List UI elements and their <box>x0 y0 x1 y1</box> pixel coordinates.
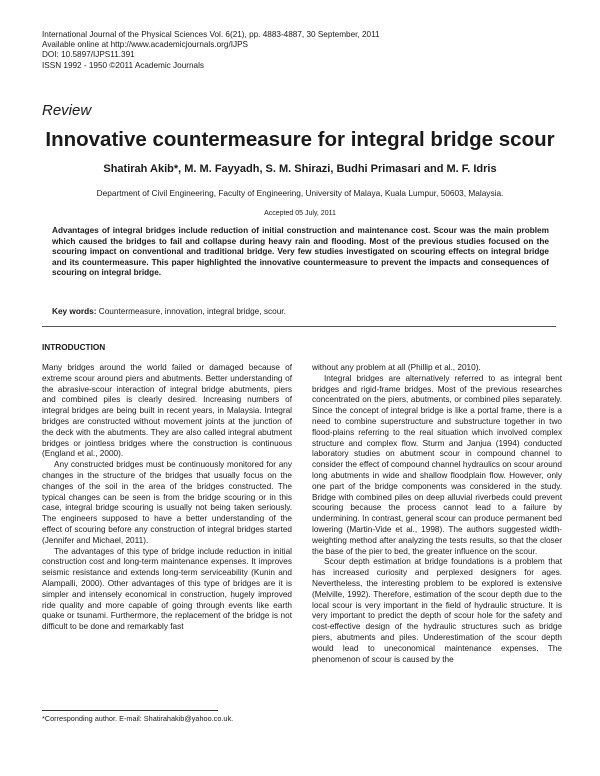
paragraph: without any problem at all (Phillip et al., 2010). <box>312 363 481 372</box>
keywords-text: Countermeasure, innovation, integral bridge, scour. <box>96 307 286 316</box>
issn: ISSN 1992 - 1950 ©2011 Academic Journals <box>42 60 204 70</box>
right-column <box>312 363 562 665</box>
journal-citation: International Journal of the Physical Sciences Vol. 6(21), pp. 4883-4887, 30 September, 2011 <box>42 30 380 39</box>
introduction-heading: INTRODUCTION <box>42 343 106 352</box>
paragraph: The advantages of this type of bridge include reduction in initial construction cost and long-term maintenance expenses. It improves seismic resistance and extends long-term serviceability (Kunin and Alampalli, 2000). Other advantages of this type of bridges are it is simpler and intensely economical in construction, hugely improved ride quality and more capable of going through events like earth quake or tsunami. Furthermore, the replacement of the bridge is not difficult to be done and remarkably fast <box>42 546 292 632</box>
abstract: Advantages of integral bridges include reduction of initial construction and maintenance cost. Scour was the main problem which caused the bridges to fail and collapse during heavy rain and flooding. Most of the previous studies focused on the scouring impact on conventional and traditional bridge. Very few studies investigated on scouring effects on integral bridge and its countermeasure. This paper highlighted the innovative countermeasure to prevent the impacts and consequences of scouring on integral bridge. <box>52 226 549 277</box>
affiliation: Department of Civil Engineering, Faculty of Engineering, University of Malaya, Kuala Lumpur, 50603, Malaysia. <box>96 188 504 198</box>
paper-title: Innovative countermeasure for integral bridge scour <box>45 128 555 151</box>
author-list: Shatirah Akib*, M. M. Fayyadh, S. M. Shirazi, Budhi Primasari and M. F. Idris <box>103 163 497 175</box>
corresponding-author-footnote: *Corresponding author. E-mail: Shatirahakib@yahoo.co.uk. <box>42 714 234 723</box>
journal-header <box>42 30 380 71</box>
footnote-divider <box>42 710 218 711</box>
accepted-date: Accepted 05 July, 2011 <box>264 210 336 217</box>
keywords-label: Key words: <box>52 307 97 316</box>
paragraph: Many bridges around the world failed or damaged because of extreme scour around piers and abutments. Better understanding of the abrasive-scour interaction of integral bridge abutments, piers and combined piles is clearly desired. Increasing numbers of integral bridges are being built in recent years, in Malaysia. Integral bridges are constructed without movement joints at the junction of the deck with the abutments. They are also called integral abutment bridges or jointless bridges where the construction is continuous (England et al., 2000). <box>42 363 292 459</box>
paragraph: Scour depth estimation at bridge foundations is a problem that has increased curiosity and perplexed designers for ages. Nevertheless, the interesting problem to be explored is extensive (Melville, 1992). Therefore, estimation of the scour depth due to the local scour is very important in the field of hydraulic structure. It is very important to predict the depth of scour hole for the safety and cost-effective design of the hydraulic structures such as bridge piers, abutments and piles. Underestimation of the scour depth would lead to uneconomical maintenance expenses. The phenomenon of scour is caused by the <box>312 557 562 664</box>
article-type: Review <box>42 102 92 119</box>
doi: DOI: 10.5897/IJPS11.391 <box>42 50 135 60</box>
section-divider <box>42 326 556 327</box>
paragraph: Any constructed bridges must be continuously monitored for any changes in the structure of the bridges that usually focus on the changes of the soil in the area of the bridges constructed. The typical changes can be seen is from the bridge scouring or in this case, integral bridge scouring is usually not being taken seriously. The engineers supposed to have a better understanding of the effect of scouring before any construction of integral bridges started (Jennifer and Michael, 2011). <box>42 460 292 545</box>
paragraph: Integral bridges are alternatively referred to as integral bent bridges and rigid-frame bridges. Most of the previous researches concentrated on the piers, abutments, or combined piles separately. Since the concept of integral bridge is like a portal frame, there is a need to combine superstructure and substructure together in two flood-plains referring to the real situation which involved complex structure and complex flow. Sturm and Janjua (1994) conducted laboratory studies on abutment scour in compound channel to consider the effect of compound channel hydraulics on scour around long abutments in wide and shallow floodplain flow. However, only one part of the bridge components was considered in the study. Bridge with combined piles on deep alluvial riverbeds could prevent scouring because the process cannot lead to a failure by undermining. In contrast, general scour can produce permanent bed lowering (Martin-Vide et al., 1998). The authors suggested width-weighting method after analyzing the tests results, so that the closer the base of the pier to bed, the greater influence on the scour. <box>312 373 562 556</box>
online-availability[interactable]: Available online at http://www.academicjournals.org/IJPS <box>42 40 249 50</box>
left-column <box>42 363 292 633</box>
keywords <box>52 307 549 316</box>
